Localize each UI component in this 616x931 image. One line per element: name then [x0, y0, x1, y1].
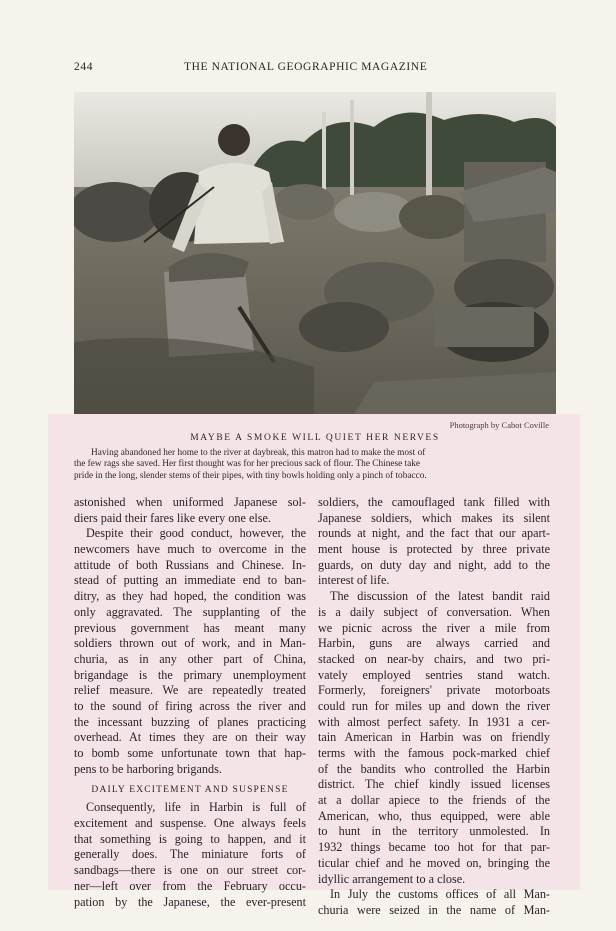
text-line: generally does. The miniature forts of	[74, 847, 306, 862]
text-line: ticular chief and he moved on, bringing the	[318, 855, 550, 870]
text-line: newcomers have much to overcome in the	[74, 542, 306, 557]
text-line: churia, as in any other part of China,	[74, 651, 306, 666]
text-line: stacked on near-by chairs, and two pri-	[318, 651, 550, 666]
text-line: astonished when uniformed Japanese sol-	[74, 495, 306, 509]
text-line: could run for miles up and down the river	[318, 698, 550, 713]
text-line: Japanese soldiers, which makes its silent	[318, 510, 550, 525]
text-line: brigandage is the primary unemployment	[74, 667, 306, 682]
photo-illustration	[74, 92, 556, 414]
text-line: Consequently, life in Harbin is full of	[86, 800, 306, 815]
text-line: tain American in Harbin was on friendly	[318, 730, 550, 745]
text-line: churia were seized in the name of Man-	[318, 902, 550, 917]
text-line: the incessant buzzing of planes practicing	[74, 714, 306, 729]
text-line: Harbin, guns are always carried and	[318, 636, 550, 651]
text-line: district. The chief kindly issued licenses	[318, 777, 550, 792]
text-line: pens to be harboring brigands.	[74, 761, 222, 776]
text-line: previous government has meant many	[74, 620, 306, 635]
text-line: diers paid their fares like every one else.	[74, 510, 271, 525]
text-line: relief measure. We are repeatedly treated	[74, 683, 306, 698]
text-line: attitude of both Russians and Chinese. In-	[74, 557, 306, 572]
text-line: The discussion of the latest bandit raid	[330, 589, 550, 604]
caption-line: the few rags she saved. Her first thought was for her precious sack of flour. The Chinese take	[74, 459, 421, 470]
caption-title: MAYBE A SMOKE WILL QUIET HER NERVES	[190, 433, 440, 443]
text-line: interest of life.	[318, 573, 390, 588]
text-line: American, who, thus equipped, were able	[318, 808, 550, 823]
text-line: soldiers, the camouflaged tank filled with	[318, 495, 550, 509]
left-column	[74, 495, 306, 910]
text-line: vately employed sentries stand watch.	[318, 667, 550, 682]
page-header	[74, 61, 556, 77]
text-line: Formerly, foreigners' private motorboats	[318, 683, 550, 698]
caption-line: Having abandoned her home to the river at daybreak, this matron had to make the most of	[91, 448, 426, 458]
text-line: that something is going to happen, and it	[74, 831, 306, 846]
text-line: to hunt in the territory unmolested. In	[318, 824, 550, 839]
photo-credit: Photograph by Cabot Coville	[449, 420, 549, 430]
text-line: terms with the famous pock-marked chief	[318, 746, 550, 760]
text-line: guards, on duty day and night, add to the	[318, 557, 550, 572]
text-line: stead of putting an immediate end to ban-	[74, 573, 306, 588]
text-line: at a dollar apiece to the friends of the	[318, 793, 550, 808]
text-line: with almost perfect safety. In 1931 a cer-	[318, 714, 550, 729]
section-subheading: DAILY EXCITEMENT AND SUSPENSE	[91, 785, 289, 796]
text-line: overhead. At times they are on their way	[74, 730, 306, 745]
text-line: In July the customs offices of all Man-	[330, 887, 550, 902]
text-line: rounds at night, and the fact that our apart-	[318, 526, 550, 541]
text-line: to bomb some unfortunate town that hap-	[74, 746, 306, 760]
text-line: of the bandits who controlled the Harbin	[318, 761, 550, 776]
text-line: Despite their good conduct, however, the	[86, 526, 306, 541]
text-line: we picnic across the river a mile from	[318, 620, 550, 635]
text-line: idyllic arrangement to a close.	[318, 871, 466, 886]
page-number: 244	[74, 61, 94, 73]
text-line: to the sound of firing across the river and	[74, 698, 306, 713]
text-line: ner—left over from the February occu-	[74, 878, 306, 893]
flood-refugee-photo	[74, 92, 556, 414]
caption-line: pride in the long, slender stems of their pipes, with tiny bowls holding only a pinch of tobacco.	[74, 470, 427, 481]
text-line: is a daily subject of conversation. When	[318, 604, 550, 619]
text-line: ment house is protected by three private	[318, 542, 550, 557]
text-line: only aggravated. The supplanting of the	[74, 604, 306, 619]
magazine-title: THE NATIONAL GEOGRAPHIC MAGAZINE	[184, 61, 428, 73]
text-line: ditry, as they had hoped, the condition was	[74, 589, 306, 604]
text-line: soldiers thrown out of work, and in Man-	[74, 636, 306, 651]
text-line: excitement and suspense. One always feels	[74, 816, 306, 831]
text-line: 1932 things became too hot for that par-	[318, 840, 550, 855]
text-line: sandbags—there is one on our street cor-	[74, 863, 306, 878]
caption-body	[74, 448, 556, 482]
right-column	[318, 495, 550, 919]
text-line: pation by the Japanese, the ever-present	[74, 894, 306, 909]
